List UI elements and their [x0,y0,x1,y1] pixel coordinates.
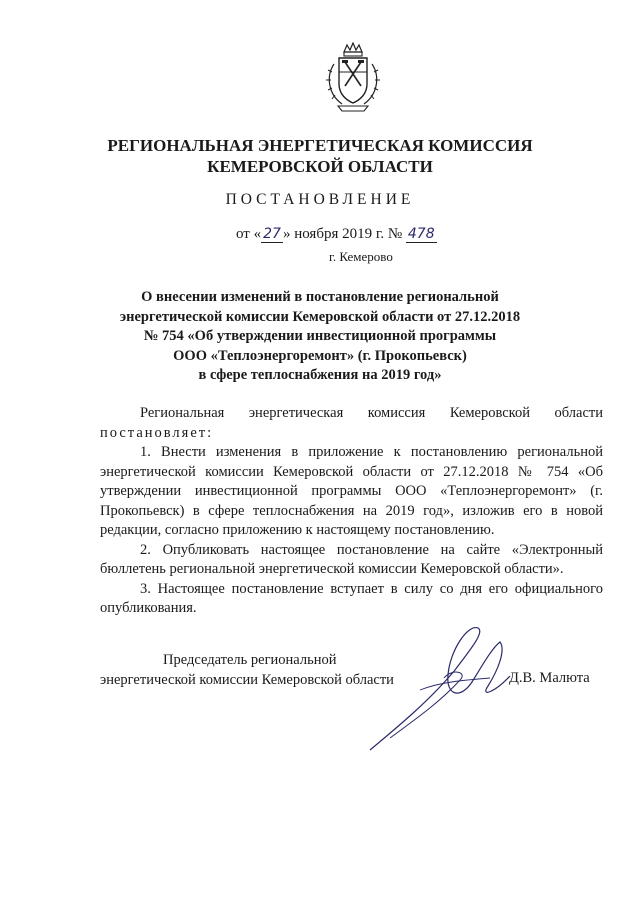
date-prefix: от « [236,226,262,242]
signatory-position [100,651,420,690]
org-line-1: РЕГИОНАЛЬНАЯ ЭНЕРГЕТИЧЕСКАЯ КОМИССИЯ [107,136,533,155]
position-line-1: Председатель региональной [163,652,337,668]
coat-of-arms-emblem [320,42,386,114]
date-middle: » ноября 2019 г. № [282,226,403,242]
position-line-2: энергетической комиссии Кемеровской области [100,671,394,688]
subject-line: ООО «Теплоэнергоремонт» (г. Прокопьевск) [173,347,467,364]
handwritten-number: 478 [407,226,435,242]
signatory-name: Д.В. Малюта [509,670,590,686]
intro-paragraph: Региональная энергетическая комиссия Кемеровской области [140,405,603,421]
city-label: г. Кемерово [329,249,393,264]
body-text [100,404,603,619]
resolves-word: постановляет: [100,424,214,441]
org-line-2: КЕМЕРОВСКОЙ ОБЛАСТИ [207,157,433,176]
subject-line: О внесении изменений в постановление региональной [141,289,499,305]
handwritten-day: 27 [263,226,281,242]
date-number-line [236,226,496,243]
subject-line: в сфере теплоснабжения на 2019 год» [198,367,442,383]
document-type-title: ПОСТАНОВЛЕНИЕ [225,191,415,208]
item-2-paragraph: 2. Опубликовать настоящее постановление на сайте «Электронный бюллетень региональной энергетической комиссии Кемеровской области». [100,541,603,577]
subject-line: энергетической комиссии Кемеровской области от 27.12.2018 [119,308,521,325]
subject-heading [100,288,540,386]
handwritten-signature [360,620,520,760]
item-3-paragraph: 3. Настоящее постановление вступает в силу со дня его официального опубликования. [100,580,603,616]
item-1-paragraph: 1. Внести изменения в приложение к постановлению региональной энергетической комиссии Кемеровской области от 27.12.2018 № 754 «Об утверждении инвестиционной программы ООО «Теплоэнергоремонт» (г. Прокопьевск) в сфере теплоснабжения на 2019 год», изложив его в новой редакции, согласно приложению к настоящему постановлению. [100,444,603,538]
organization-name [0,135,640,177]
subject-line: № 754 «Об утверждении инвестиционной программы [143,328,497,344]
